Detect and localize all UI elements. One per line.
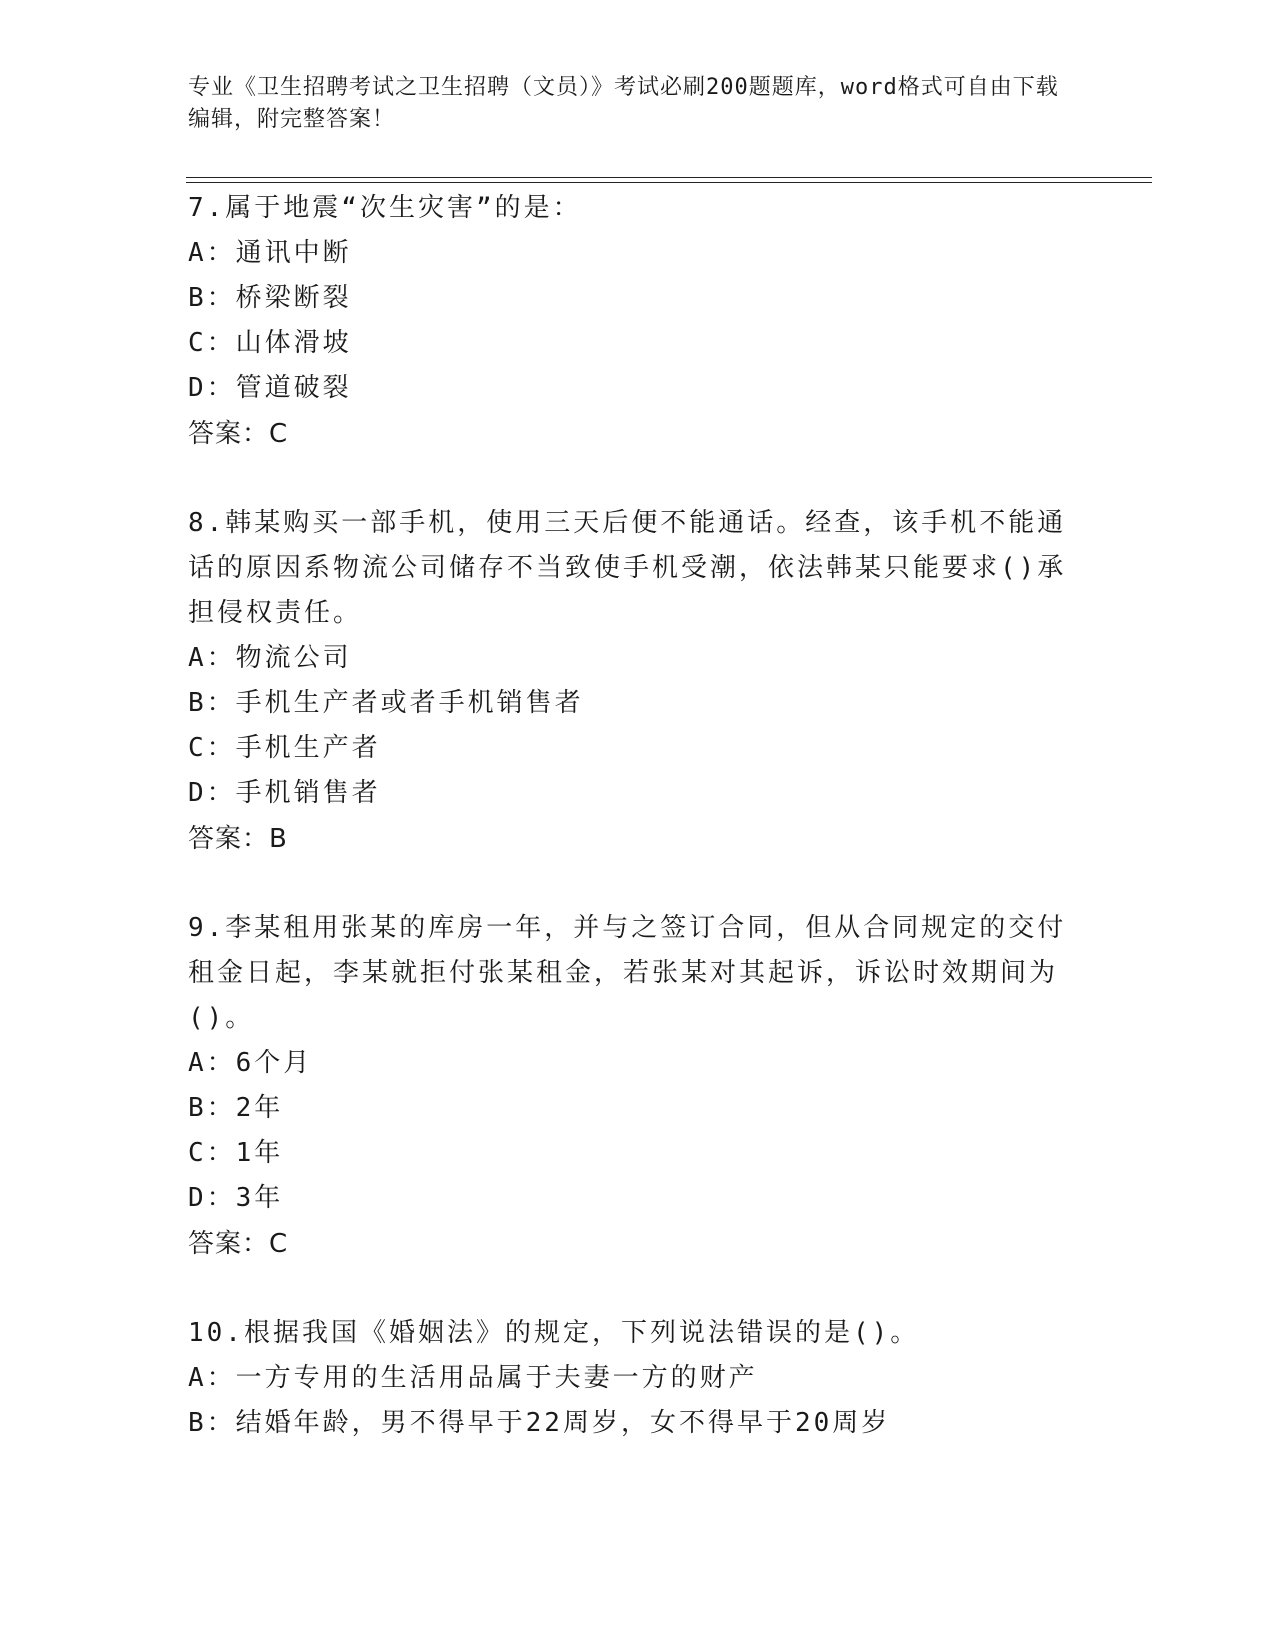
option-c <box>188 1131 1068 1176</box>
option-key: B： <box>188 283 236 313</box>
question-item <box>188 186 1068 457</box>
option-text: 一方专用的生活用品属于夫妻一方的财产 <box>235 1363 758 1393</box>
option-key: A： <box>188 1048 236 1078</box>
option-key: B： <box>188 1408 236 1438</box>
option-text: 通讯中断 <box>235 238 352 268</box>
option-b <box>188 1086 1068 1131</box>
option-text: 2年 <box>235 1093 284 1123</box>
option-key: A： <box>188 238 236 268</box>
option-key: D： <box>188 778 236 808</box>
option-b <box>188 681 1068 726</box>
document-header: 专业《卫生招聘考试之卫生招聘（文员）》考试必刷200题题库，word格式可自由下载编辑，附完整答案！ <box>188 75 1059 132</box>
option-d <box>188 1176 1068 1221</box>
option-a <box>188 1356 1068 1401</box>
option-text: 6个月 <box>235 1048 313 1078</box>
option-text: 手机生产者 <box>235 733 381 763</box>
option-key: A： <box>188 643 236 673</box>
option-a <box>188 231 1068 276</box>
option-text: 手机生产者或者手机销售者 <box>235 688 584 718</box>
option-key: A： <box>188 1363 236 1393</box>
option-key: D： <box>188 373 236 403</box>
answer-line: 答案：B <box>188 824 288 854</box>
option-a <box>188 636 1068 681</box>
option-text: 管道破裂 <box>235 373 352 403</box>
option-key: B： <box>188 688 236 718</box>
option-key: C： <box>188 1138 236 1168</box>
question-text: 9.李某租用张某的库房一年，并与之签订合同，但从合同规定的交付租金日起，李某就拒付张某租金，若张某对其起诉，诉讼时效期间为()。 <box>188 913 1067 1033</box>
option-b <box>188 276 1068 321</box>
answer-line: 答案：C <box>188 1229 289 1259</box>
option-text: 山体滑坡 <box>235 328 352 358</box>
option-c <box>188 726 1068 771</box>
option-text: 物流公司 <box>235 643 352 673</box>
option-key: B： <box>188 1093 236 1123</box>
header-divider-top <box>186 177 1152 178</box>
option-text: 3年 <box>235 1183 284 1213</box>
question-text: 10.根据我国《婚姻法》的规定，下列说法错误的是()。 <box>188 1318 920 1348</box>
option-text: 桥梁断裂 <box>235 283 352 313</box>
option-d <box>188 366 1068 411</box>
option-text: 结婚年龄，男不得早于22周岁，女不得早于20周岁 <box>235 1408 891 1438</box>
option-key: C： <box>188 733 236 763</box>
question-item <box>188 1311 1068 1446</box>
option-text: 1年 <box>235 1138 284 1168</box>
question-text: 8.韩某购买一部手机，使用三天后便不能通话。经查，该手机不能通话的原因系物流公司储存不当致使手机受潮，依法韩某只能要求()承担侵权责任。 <box>188 508 1067 628</box>
question-list <box>188 186 1068 1490</box>
option-b <box>188 1401 1068 1446</box>
question-item <box>188 501 1068 862</box>
question-text: 7.属于地震“次生灾害”的是： <box>188 193 582 223</box>
answer-line: 答案：C <box>188 419 289 449</box>
option-key: C： <box>188 328 236 358</box>
option-a <box>188 1041 1068 1086</box>
option-d <box>188 771 1068 816</box>
option-key: D： <box>188 1183 236 1213</box>
option-c <box>188 321 1068 366</box>
header-divider-bottom <box>186 182 1152 183</box>
question-item <box>188 906 1068 1267</box>
option-text: 手机销售者 <box>235 778 381 808</box>
